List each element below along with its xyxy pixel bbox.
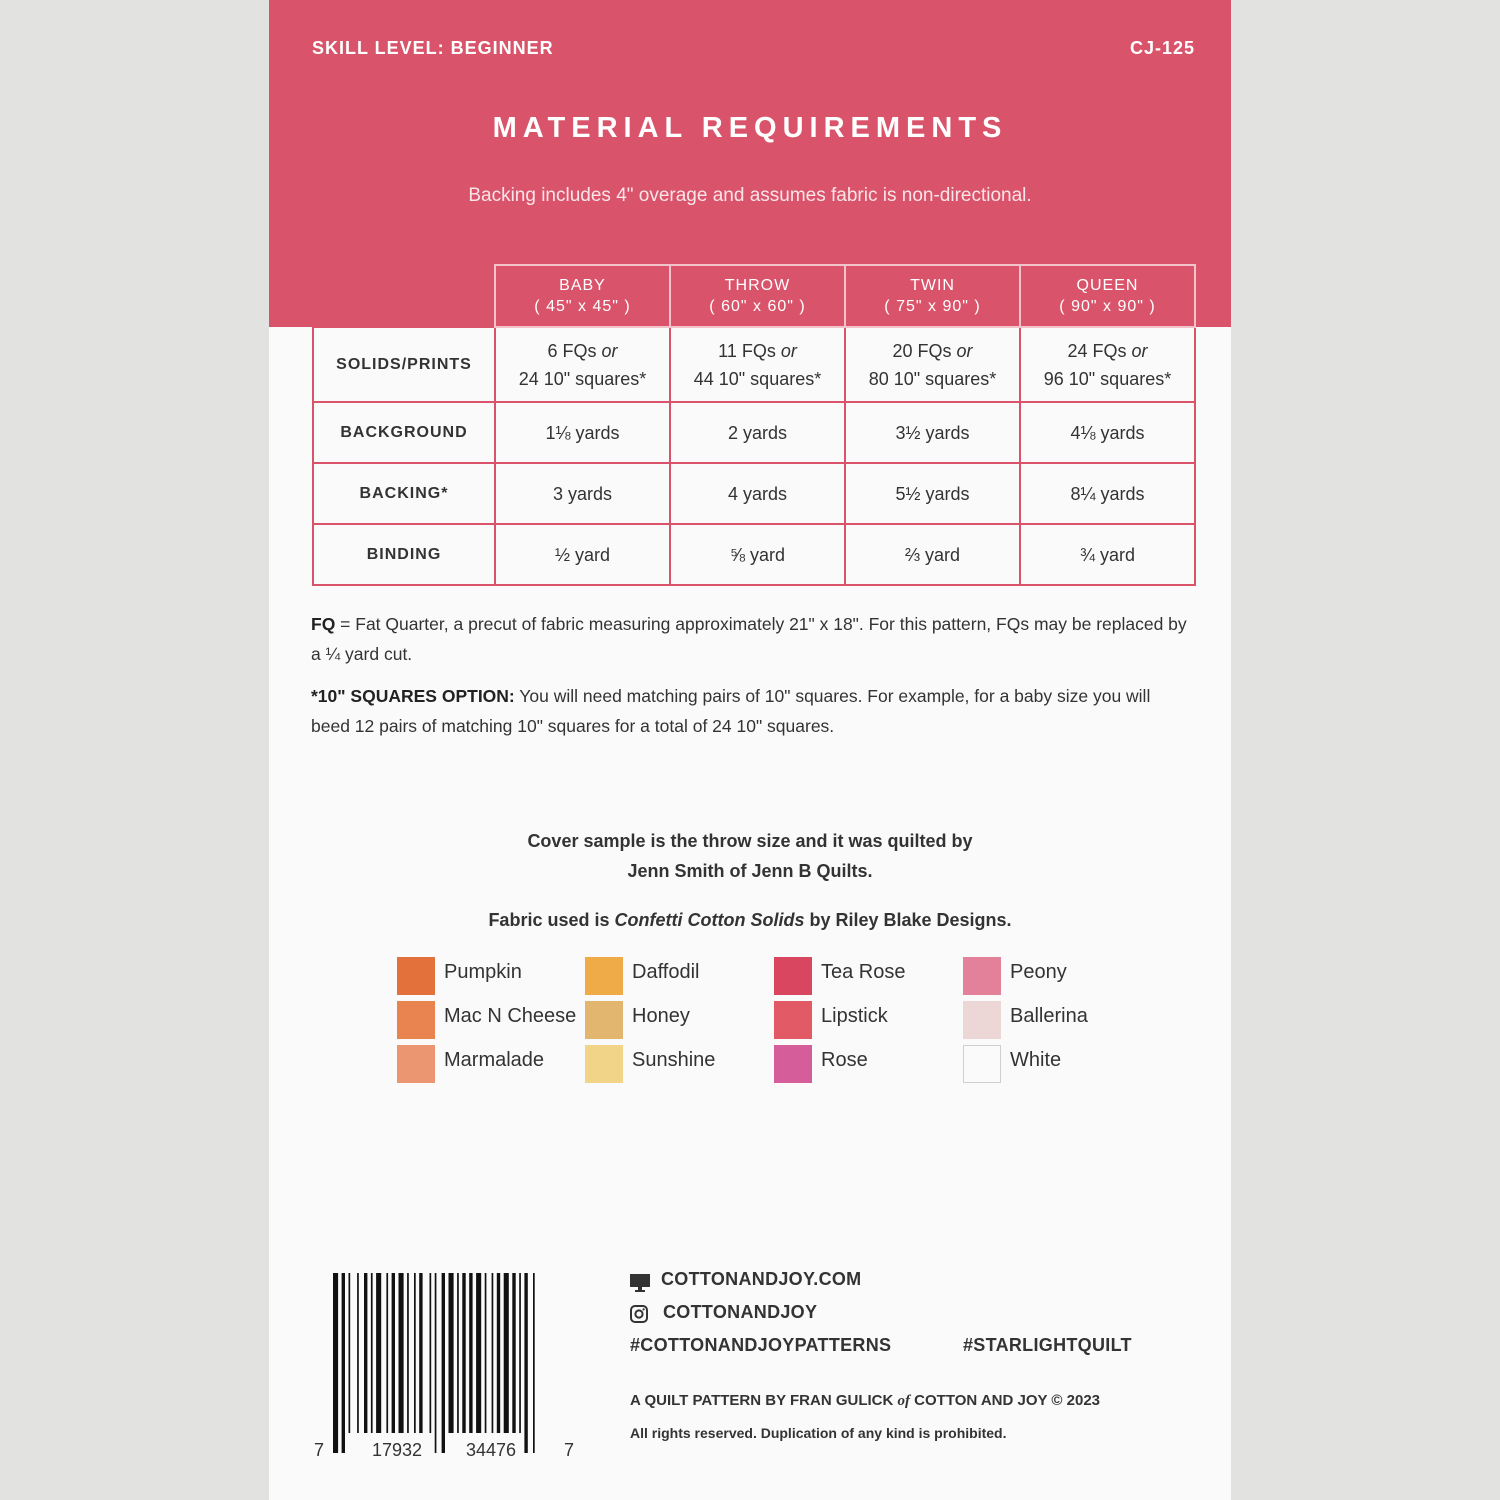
material-requirements-table: [312, 264, 1196, 586]
barcode-bar: [462, 1273, 465, 1433]
barcode-bar: [485, 1273, 487, 1433]
barcode-bar: [357, 1273, 359, 1433]
color-swatch: [585, 1001, 623, 1039]
hashtag-quilt: #STARLIGHTQUILT: [963, 1335, 1132, 1355]
fq-text: = Fat Quarter, a precut of fabric measuring approximately 21" x 18". For this pattern, FQs may be replaced by a ¼ yard cut.: [311, 614, 1187, 664]
table-cell: [1020, 327, 1195, 402]
cover-sample-note: [269, 826, 1231, 886]
table-cell: [670, 327, 845, 402]
cell-or: or: [601, 340, 618, 361]
barcode-bar: [333, 1273, 338, 1453]
fq-note: [311, 609, 1191, 669]
table-cell: 3 yards: [495, 463, 670, 524]
table-corner: [313, 265, 495, 327]
table-cell: ⅝ yard: [670, 524, 845, 585]
barcode-bar: [469, 1273, 472, 1433]
credit-prefix: A QUILT PATTERN BY FRAN GULICK: [630, 1392, 898, 1409]
column-header-throw: [670, 265, 845, 327]
column-header-baby: [495, 265, 670, 327]
table-cell: [495, 327, 670, 402]
squares-note: [311, 681, 1191, 741]
barcode-bar: [449, 1273, 454, 1433]
credit-of: of: [897, 1393, 910, 1409]
column-size: ( 90" x 90" ): [1059, 298, 1156, 315]
rights-notice: All rights reserved. Duplication of any kind is prohibited.: [630, 1425, 1007, 1441]
barcode-bar: [392, 1273, 395, 1433]
cell-fq: 11 FQs: [718, 340, 776, 361]
barcode-bar: [386, 1273, 388, 1433]
credit-suffix: COTTON AND JOY © 2023: [910, 1392, 1100, 1409]
barcode-bar: [364, 1273, 367, 1433]
pattern-credit: [630, 1392, 1100, 1410]
table-cell: 1⅛ yards: [495, 402, 670, 463]
cell-fq: 6 FQs: [547, 340, 597, 361]
instagram-handle[interactable]: COTTONANDJOY: [663, 1302, 818, 1322]
cover-line-2: Jenn Smith of Jenn B Quilts.: [627, 861, 873, 881]
color-swatch: [397, 1045, 435, 1083]
table-cell: 3½ yards: [845, 402, 1020, 463]
barcode-bar: [399, 1273, 404, 1433]
swatch-label: Tea Rose: [821, 961, 906, 983]
barcode-bar: [519, 1273, 521, 1433]
website-link[interactable]: COTTONANDJOY.COM: [661, 1269, 862, 1289]
barcode-bar: [476, 1273, 481, 1433]
barcode-bar: [349, 1273, 351, 1433]
cell-squares: 96 10" squares*: [1043, 368, 1172, 389]
color-swatch: [963, 957, 1001, 995]
fabric-name: Confetti Cotton Solids: [614, 910, 805, 930]
column-size: ( 45" x 45" ): [534, 298, 631, 315]
table-cell: 5½ yards: [845, 463, 1020, 524]
cell-squares: 44 10" squares*: [693, 368, 822, 389]
cell-squares: 24 10" squares*: [518, 368, 647, 389]
fq-term: FQ: [311, 614, 336, 634]
column-size: ( 75" x 90" ): [884, 298, 981, 315]
table-row: [313, 327, 1195, 402]
table-cell: [845, 327, 1020, 402]
row-label: BACKING*: [313, 463, 495, 524]
cell-or: or: [1131, 340, 1148, 361]
swatch-label: Ballerina: [1010, 1005, 1088, 1027]
fabric-note: [269, 910, 1231, 931]
barcode-digit: 17932: [372, 1440, 423, 1460]
barcode: [331, 1273, 561, 1453]
barcode-bar: [512, 1273, 515, 1433]
column-name: QUEEN: [1076, 277, 1139, 294]
table-cell: 2 yards: [670, 402, 845, 463]
hashtag-patterns: #COTTONANDJOYPATTERNS: [630, 1335, 892, 1355]
table-cell: 8¼ yards: [1020, 463, 1195, 524]
row-label: BINDING: [313, 524, 495, 585]
barcode-bar: [371, 1273, 373, 1433]
color-swatch: [963, 1001, 1001, 1039]
barcode-digit: 34476: [466, 1440, 517, 1460]
color-swatch: [585, 957, 623, 995]
table-cell: ½ yard: [495, 524, 670, 585]
cell-or: or: [956, 340, 973, 361]
column-size: ( 60" x 60" ): [709, 298, 806, 315]
table-row: [313, 402, 1195, 463]
squares-text: You will need matching pairs of 10" squares. For example, for a baby size you will beed 12 pairs of matching 10" squares for a total of 24 10" squares.: [311, 686, 1151, 736]
color-swatch: [774, 1001, 812, 1039]
swatch-label: Marmalade: [444, 1049, 545, 1071]
swatch-label: Honey: [632, 1005, 690, 1027]
table-header-row: [313, 265, 1195, 327]
table-cell: 4⅛ yards: [1020, 402, 1195, 463]
barcode-bar: [407, 1273, 409, 1433]
swatch-label: Pumpkin: [444, 961, 522, 983]
swatch-label: Daffodil: [632, 961, 700, 983]
cell-fq: 24 FQs: [1067, 340, 1127, 361]
table-row: [313, 524, 1195, 585]
page-subtitle: Backing includes 4" overage and assumes fabric is non-directional.: [468, 185, 1032, 206]
barcode-bar: [376, 1273, 381, 1433]
pattern-back-cover: [269, 0, 1231, 1500]
swatch-label: Lipstick: [821, 1005, 888, 1027]
barcode-bar: [497, 1273, 500, 1433]
column-header-twin: [845, 265, 1020, 327]
table-cell: 4 yards: [670, 463, 845, 524]
swatch-label: Peony: [1010, 961, 1067, 983]
color-swatch: [963, 1045, 1001, 1083]
swatch-label: Rose: [821, 1049, 868, 1071]
swatch-label: Mac N Cheese: [444, 1005, 577, 1027]
squares-term: *10" SQUARES OPTION:: [311, 686, 515, 706]
column-name: THROW: [724, 277, 791, 294]
color-swatch: [585, 1045, 623, 1083]
column-name: TWIN: [910, 277, 955, 294]
barcode-bar: [524, 1273, 527, 1453]
table-row: [313, 463, 1195, 524]
color-swatch: [397, 957, 435, 995]
cell-or: or: [780, 340, 797, 361]
barcode-bar: [419, 1273, 422, 1433]
computer-icon: [629, 1273, 651, 1293]
column-header-queen: [1020, 265, 1195, 327]
fabric-prefix: Fabric used is: [488, 910, 615, 930]
skill-level: SKILL LEVEL: BEGINNER: [312, 38, 554, 58]
fabric-suffix: by Riley Blake Designs.: [804, 910, 1012, 930]
cell-fq: 20 FQs: [892, 340, 952, 361]
row-label: BACKGROUND: [313, 402, 495, 463]
swatch-label: White: [1010, 1049, 1062, 1071]
row-label: SOLIDS/PRINTS: [313, 327, 495, 402]
barcode-bar: [342, 1273, 345, 1453]
swatch-label: Sunshine: [632, 1049, 716, 1071]
barcode-bar: [457, 1273, 459, 1433]
barcode-digit: 7: [314, 1440, 325, 1460]
barcode-digit: 7: [564, 1440, 575, 1460]
color-swatch: [397, 1001, 435, 1039]
table-cell: ⅔ yard: [845, 524, 1020, 585]
cell-squares: 80 10" squares*: [868, 368, 997, 389]
page-title: MATERIAL REQUIREMENTS: [492, 112, 1008, 144]
instagram-icon: [629, 1304, 649, 1324]
pattern-code: CJ-125: [1129, 38, 1195, 58]
barcode-bar: [414, 1273, 416, 1433]
barcode-bar: [430, 1273, 432, 1433]
barcode-bar: [442, 1273, 445, 1453]
table-cell: ¾ yard: [1020, 524, 1195, 585]
cover-line-1: Cover sample is the throw size and it was quilted by: [527, 831, 973, 851]
barcode-bar: [533, 1273, 535, 1453]
column-name: BABY: [559, 277, 606, 294]
color-swatch: [774, 1045, 812, 1083]
barcode-bar: [492, 1273, 494, 1433]
barcode-bar: [504, 1273, 509, 1433]
barcode-bar: [435, 1273, 437, 1453]
color-swatch: [774, 957, 812, 995]
